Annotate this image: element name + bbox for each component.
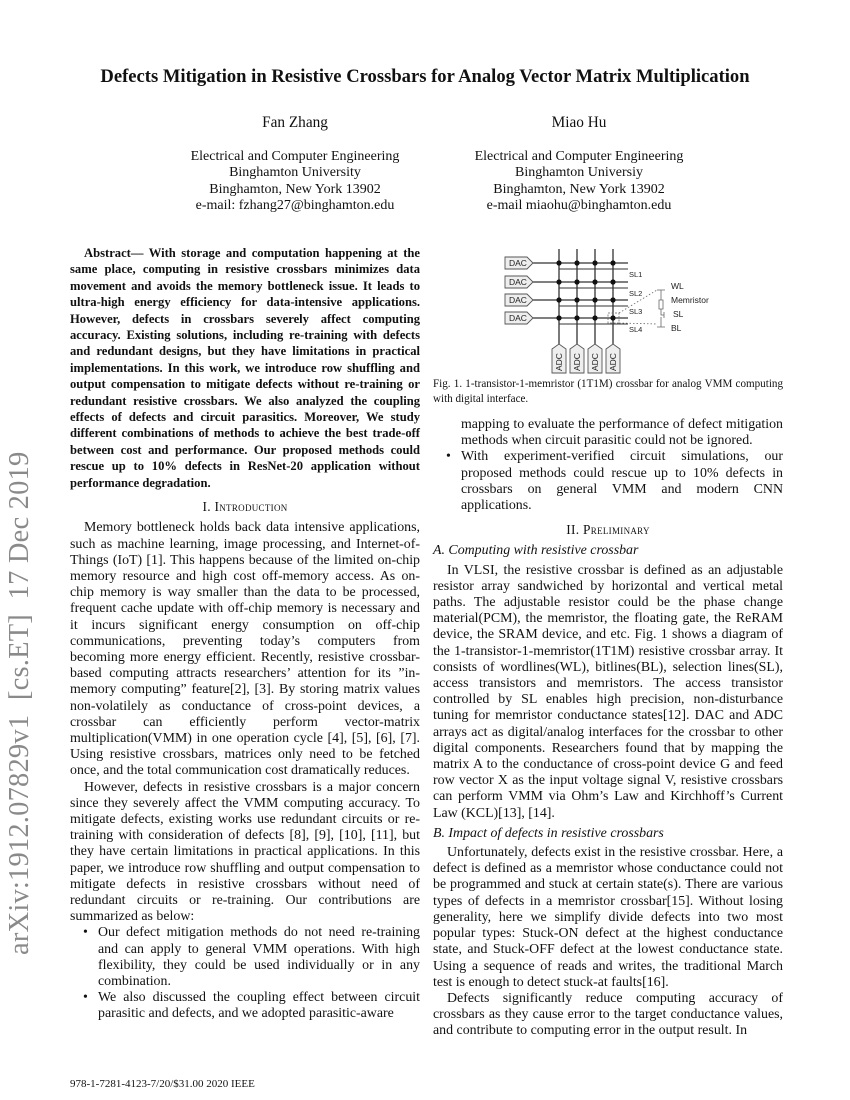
dac-label: DAC — [509, 277, 527, 287]
author-univ: Binghamton University — [229, 165, 361, 180]
adc-label: ADC — [572, 353, 582, 371]
adc-label: ADC — [554, 353, 564, 371]
author-block-2 — [404, 115, 754, 215]
subsection-heading-computing: A. Computing with resistive crossbar — [433, 543, 639, 559]
paper-title: Defects Mitigation in Resistive Crossbars for Analog Vector Matrix Multiplication — [100, 66, 750, 87]
list-item: • Our defect mitigation methods do not need re-training and can apply to general VMM operations. With high flexibility, they could be used individually or in any combination. — [98, 925, 420, 990]
dac-label: DAC — [509, 258, 527, 268]
introduction-body — [70, 520, 420, 1022]
section-heading-preliminary: II. Preliminary — [566, 522, 650, 538]
author-dept: Electrical and Computer Engineering — [474, 148, 684, 164]
paragraph: In VLSI, the resistive crossbar is defined as an adjustable resistor array sandwiched by horizontal and vertical metal paths. The adjustable resistor could be the phase change material(PCM), the memristor, the floating gate, the ReRAM device, the SRAM device, and etc. Fig. 1 shows a diagram of the 1-transistor-1-memristor(1T1M) resistive crossbar array. It consists of wordlines(WL), bitlines(BL), selection lines(SL), access transistors and memristors. The access transistor controlled by SL enables high precision, non-disturbance tuning for memristor conductance states[12]. DAC and ADC arrays act as digital/analog interfaces for the crossbar to other digital components. Researchers found that by mapping the matrix A to the conductance of cross-point device G and feed row vector X as the input voltage signal V, resistive crossbars can perform VMM via Ohm’s Law and Kirchhoff’s Current Law (KCL)[13], [14]. — [433, 562, 783, 821]
author-name: Fan Zhang — [262, 114, 328, 131]
abstract: Abstract— With storage and computation happening at the same place, computing in resistive crossbars minimizes data movement and avoids the memory bottleneck issue. It leads to ultra-high energy efficiency for data-intensive applications. However, defects in crossbars severely affect computing accuracy. Existing solutions, including re-training with defects and redundant designs, but they have limitations in practical implementations. In this work, we introduce row shuffling and output compensation to mitigate defects without re-training or redundant resistive crossbars. We also analyzed the coupling effects of defects and circuit parasitics. Moreover, We study different combinations of methods to achieve the best trade-off between cost and performance. Our proposed methods could rescue up to 10% defects in ResNet-20 application without performance degradation. — [70, 246, 420, 490]
figure-caption: Fig. 1. 1-transistor-1-memristor (1T1M) crossbar for analog VMM computing with digital interface. — [433, 378, 783, 405]
contribution-list — [70, 925, 420, 1022]
copyright-footer: 978-1-7281-4123-7/20/$31.00 2020 IEEE — [70, 1078, 255, 1090]
crossbar-figure — [480, 245, 720, 375]
legend-sl: SL — [673, 309, 684, 319]
adc-label: ADC — [608, 353, 618, 371]
legend-wl: WL — [671, 281, 684, 291]
paragraph: Unfortunately, defects exist in the resistive crossbar. Here, a defect is defined as a memristor whose conductance could not be programmed and stuck at certain state(s). There are various types of defects in a memristor crossbar[15]. Without losing generality, here we simplify divide defects into two most popular types: Stuck-ON defect at the highest conductance state, and Stuck-OFF defect at the lowest conductance state. Using a sequence of reads and writes, the traditional March test is enough to detect stuck-at faults[16]. — [433, 845, 783, 990]
legend-memristor: Memristor — [671, 295, 709, 305]
author-email[interactable]: e-mail: fzhang27@binghamton.edu — [195, 198, 395, 213]
paragraph: Memory bottleneck holds back data intensive applications, such as machine learning, image processing, and Internet-of-Things (IoT) [1]. This happens because of the limited on-chip memory resource and high cost off-memory access. As on-chip memory is way smaller than the data to be processed, frequent cache update with off-chip memory is necessary and it incurs significant energy consumption on off-chip communications, preventing today’s computers from becoming more energy efficient. Recently, resistive crossbar-based computing attracts researchers’ attention for its ”in-memory computing” feature[2], [3]. By storing matrix values non-volatilely as conductance of cross-point devices, a crossbar can efficiently perform vector-matrix multiplication(VMM) in one operation cycle [4], [5], [6], [7]. Using resistive crossbars, matrices only need to be fetched once, and the total communication cost dramatically reduces. — [70, 520, 420, 779]
arxiv-stamp: arXiv:1912.07829v1 [cs.ET] 17 Dec 2019 — [4, 451, 35, 955]
contribution-list-continued — [433, 449, 783, 514]
section-heading-introduction: I. Introduction — [202, 499, 288, 515]
computing-body — [433, 563, 783, 822]
dac-label: DAC — [509, 313, 527, 323]
author-univ: Binghamton Universiy — [515, 165, 643, 180]
sl-label: SL4 — [629, 325, 643, 334]
paragraph: Defects significantly reduce computing accuracy of crossbars as they cause error to the target conductance values, and contribute to computing error in the output result. In — [433, 990, 783, 1039]
author-dept: Electrical and Computer Engineering — [190, 148, 400, 164]
subsection-heading-defects: B. Impact of defects in resistive crossbars — [433, 825, 664, 841]
sl-label: SL3 — [629, 307, 643, 316]
legend-bl: BL — [671, 323, 682, 333]
author-name: Miao Hu — [551, 114, 607, 131]
defects-body — [433, 845, 783, 1039]
right-column — [433, 245, 783, 1040]
list-item: • With experiment-verified circuit simulations, our proposed methods could rescue up to 10% defects in crossbars on general VMM and modern CNN applications. — [461, 449, 783, 514]
adc-label: ADC — [590, 353, 600, 371]
sl-label: SL1 — [629, 270, 643, 279]
author-email[interactable]: e-mail miaohu@binghamton.edu — [486, 198, 672, 213]
contributions-continued — [433, 417, 783, 514]
author-city: Binghamton, New York 13902 — [493, 181, 665, 197]
author-city: Binghamton, New York 13902 — [209, 181, 381, 197]
left-column — [70, 245, 420, 1023]
paragraph: However, defects in resistive crossbars is a major concern since they severely affect the VMM computing accuracy. To mitigate defects, existing works use redundant circuits or re-training with consideration of defects [8], [9], [10], [11], but they have certain limitations in practical applications. In this paper, we introduce row shuffling and output compensation to mitigate defects in resistive crossbars without need of redundant circuits or re-training. Our contributions are summarized as below: — [70, 779, 420, 925]
dac-label: DAC — [509, 295, 527, 305]
list-item-continuation: mapping to evaluate the performance of defect mitigation methods when circuit parasitic could not be ignored. — [461, 417, 783, 449]
list-item: • We also discussed the coupling effect between circuit parasitic and defects, and we adopted parasitic-aware — [98, 990, 420, 1022]
sl-label: SL2 — [629, 289, 643, 298]
